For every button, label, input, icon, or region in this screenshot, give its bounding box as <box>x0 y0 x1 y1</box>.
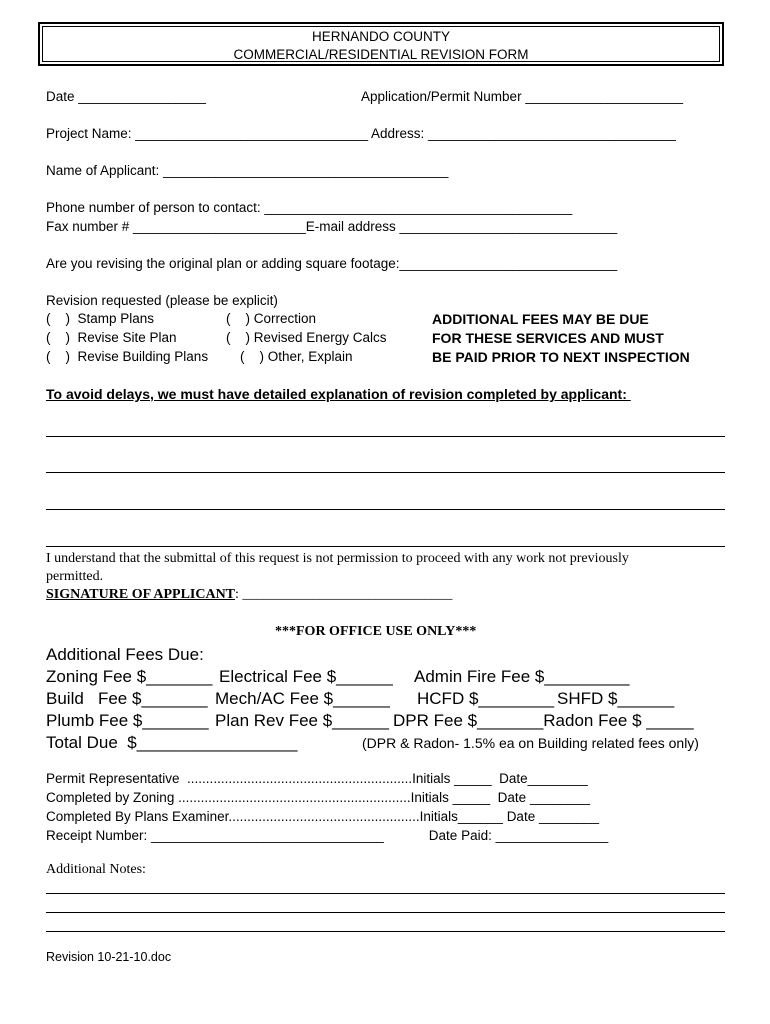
permit-number-field[interactable]: Application/Permit Number _____________________ <box>361 89 683 104</box>
hcfd-fee[interactable]: HCFD $________ <box>417 689 555 708</box>
explanation-line-1[interactable] <box>46 436 725 437</box>
option-revise-building-plans[interactable]: ( ) Revise Building Plans <box>46 349 209 364</box>
additional-fees-title: Additional Fees Due: <box>46 645 204 664</box>
additional-notes-label: Additional Notes: <box>46 862 146 877</box>
completed-by-plans-examiner-row[interactable]: Completed By Plans Examiner...................................................Initials______ Date ________ <box>46 809 600 824</box>
receipt-number-row[interactable]: Receipt Number: _______________________________ Date Paid: _______________ <box>46 828 609 843</box>
dpr-radon-fee[interactable]: DPR Fee $_______Radon Fee $ _____ <box>393 711 694 730</box>
phone-field[interactable]: Phone number of person to contact: _________________________________________ <box>46 200 573 215</box>
fees-notice-line2: FOR THESE SERVICES AND MUST <box>432 330 664 346</box>
notes-line-2[interactable] <box>46 912 725 913</box>
explanation-heading: To avoid delays, we must have detailed explanation of revision completed by applicant: <box>46 386 631 402</box>
electrical-fee[interactable]: Electrical Fee $______ <box>219 667 393 686</box>
date-field[interactable]: Date _________________ <box>46 89 206 104</box>
build-fee[interactable]: Build Fee $_______ <box>46 689 208 708</box>
zoning-fee[interactable]: Zoning Fee $_______ <box>46 667 213 686</box>
revising-question[interactable]: Are you revising the original plan or adding square footage:_____________________________ <box>46 256 618 271</box>
completed-by-zoning-row[interactable]: Completed by Zoning ..............................................................Initials _____ Date ________ <box>46 790 591 805</box>
fees-notice-line1: ADDITIONAL FEES MAY BE DUE <box>432 311 649 327</box>
form-header-box <box>38 22 724 66</box>
option-stamp-plans[interactable]: ( ) Stamp Plans <box>46 311 155 326</box>
county-title: HERNANDO COUNTY <box>311 29 450 44</box>
applicant-name-field[interactable]: Name of Applicant: ______________________________________ <box>46 163 449 178</box>
signature-row[interactable] <box>46 587 452 603</box>
mech-ac-fee[interactable]: Mech/AC Fee $______ <box>215 689 390 708</box>
office-use-heading: ***FOR OFFICE USE ONLY*** <box>275 624 477 639</box>
project-address-field[interactable]: Project Name: _______________________________ Address: _________________________________ <box>46 126 676 141</box>
explanation-line-4[interactable] <box>46 546 725 547</box>
shfd-fee[interactable]: SHFD $______ <box>557 689 675 708</box>
admin-fire-fee[interactable]: Admin Fire Fee $_________ <box>414 667 630 686</box>
form-title: COMMERCIAL/RESIDENTIAL REVISION FORM <box>233 47 529 62</box>
fees-notice-line3: BE PAID PRIOR TO NEXT INSPECTION <box>432 349 690 365</box>
total-note: (DPR & Radon- 1.5% ea on Building related fees only) <box>362 735 699 751</box>
option-other-explain[interactable]: ( ) Other, Explain <box>240 349 353 364</box>
understand-text-line1: I understand that the submittal of this request is not permission to proceed with any work not previously <box>46 551 629 566</box>
option-revise-site-plan[interactable]: ( ) Revise Site Plan <box>46 330 177 345</box>
footer-revision: Revision 10-21-10.doc <box>46 950 172 964</box>
signature-label: SIGNATURE OF APPLICANT <box>46 587 236 602</box>
notes-line-3[interactable] <box>46 931 725 932</box>
understand-text-line2: permitted. <box>46 569 104 584</box>
explanation-line-2[interactable] <box>46 472 725 473</box>
option-revised-energy-calcs[interactable]: ( ) Revised Energy Calcs <box>226 330 387 345</box>
plan-rev-fee[interactable]: Plan Rev Fee $______ <box>215 711 389 730</box>
option-correction[interactable]: ( ) Correction <box>226 311 317 326</box>
signature-line[interactable]: : ______________________________ <box>235 587 453 602</box>
fax-email-field[interactable]: Fax number # _______________________E-mail address _____________________________ <box>46 219 618 234</box>
permit-representative-row[interactable]: Permit Representative ............................................................Initials _____ Date________ <box>46 771 588 786</box>
plumb-fee[interactable]: Plumb Fee $_______ <box>46 711 209 730</box>
total-due[interactable]: Total Due $_________________ <box>46 733 298 752</box>
revision-prompt: Revision requested (please be explicit) <box>46 293 278 308</box>
explanation-line-3[interactable] <box>46 509 725 510</box>
notes-line-1[interactable] <box>46 893 725 894</box>
